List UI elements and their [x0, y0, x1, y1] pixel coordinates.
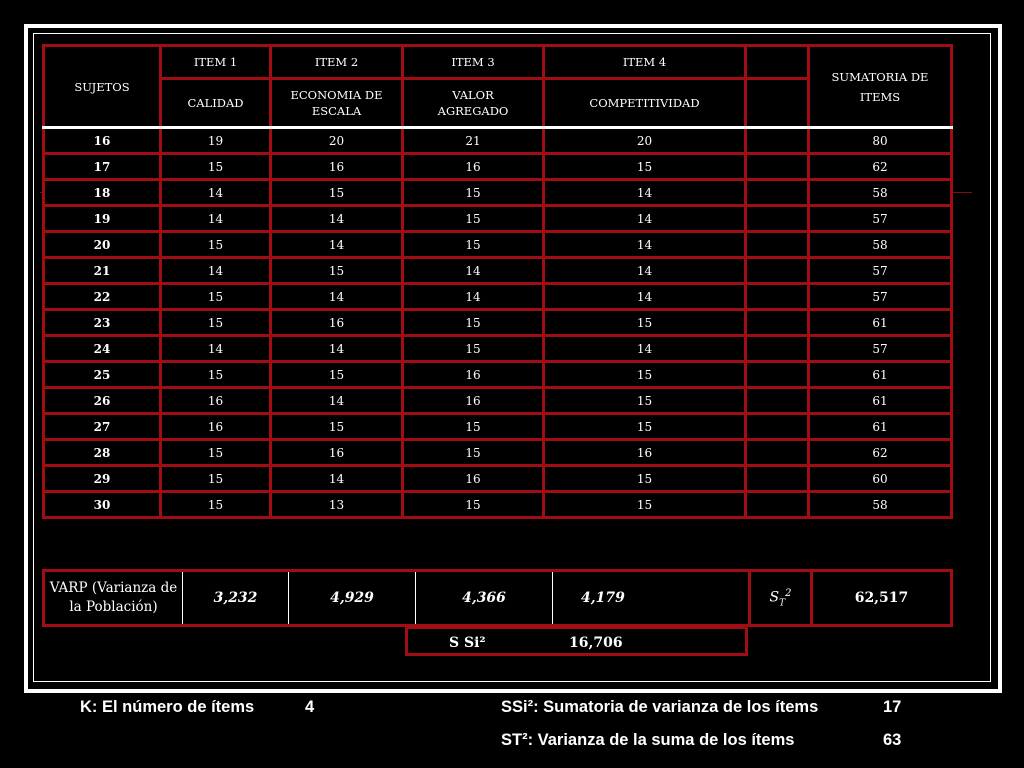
scores-table: [42, 44, 953, 519]
table-row: [44, 362, 952, 388]
score-cell: 13: [271, 492, 403, 518]
table-row: [44, 414, 952, 440]
score-cell: 15: [271, 180, 403, 206]
sum-cell: 58: [809, 232, 952, 258]
item-header: ITEM 4: [544, 46, 746, 79]
subitem-header: CALIDAD: [161, 79, 271, 128]
variance-total: 62,517: [812, 571, 952, 626]
sum-cell: 58: [809, 492, 952, 518]
table-row: [44, 440, 952, 466]
score-cell: 14: [544, 206, 746, 232]
variance-row: [42, 569, 953, 627]
score-cell: 21: [403, 128, 544, 154]
header-row-items: [44, 46, 952, 79]
subject-cell: 30: [44, 492, 161, 518]
score-cell: 15: [403, 206, 544, 232]
table-row: [44, 128, 952, 154]
empty-cell: [746, 128, 809, 154]
subject-cell: 16: [44, 128, 161, 154]
score-cell: 16: [271, 154, 403, 180]
sum-header: SUMATORIA DE ITEMS: [809, 46, 952, 128]
score-cell: 15: [544, 414, 746, 440]
score-cell: 15: [544, 362, 746, 388]
score-cell: 14: [271, 336, 403, 362]
item-header: ITEM 1: [161, 46, 271, 79]
score-cell: 15: [271, 258, 403, 284]
sum-cell: 58: [809, 180, 952, 206]
ssi-footer-value: 17: [883, 698, 902, 716]
score-cell: 15: [161, 284, 271, 310]
empty-cell: [746, 388, 809, 414]
score-cell: 15: [544, 492, 746, 518]
st-symbol-sup: 2: [785, 587, 792, 599]
st-footer-label: ST²: Varianza de la suma de los ítems: [501, 731, 795, 749]
empty-header-cell: [746, 79, 809, 128]
sum-cell: 57: [809, 336, 952, 362]
score-cell: 15: [544, 388, 746, 414]
empty-cell: [746, 180, 809, 206]
sum-cell: 61: [809, 310, 952, 336]
score-cell: 14: [403, 258, 544, 284]
subject-cell: 28: [44, 440, 161, 466]
table-row: [44, 492, 952, 518]
score-cell: 16: [403, 154, 544, 180]
sum-cell: 61: [809, 388, 952, 414]
score-cell: 14: [271, 206, 403, 232]
item-header: ITEM 3: [403, 46, 544, 79]
score-cell: 14: [544, 258, 746, 284]
score-cell: 15: [161, 232, 271, 258]
table-row: [44, 180, 952, 206]
item-header: ITEM 2: [271, 46, 403, 79]
variance-label: VARP (Varianza de la Población): [44, 571, 183, 626]
score-cell: 14: [161, 258, 271, 284]
score-cell: 15: [403, 336, 544, 362]
empty-cell: [746, 154, 809, 180]
empty-cell: [746, 414, 809, 440]
subject-cell: 26: [44, 388, 161, 414]
score-cell: 14: [271, 232, 403, 258]
sum-cell: 62: [809, 154, 952, 180]
ssi-footer-label: SSi²: Sumatoria de varianza de los ítems: [501, 698, 819, 716]
table-row: [44, 336, 952, 362]
score-cell: 15: [403, 232, 544, 258]
variance-value: 4,179: [553, 571, 750, 626]
subject-cell: 23: [44, 310, 161, 336]
score-cell: 15: [403, 310, 544, 336]
empty-cell: [746, 336, 809, 362]
score-cell: 14: [271, 284, 403, 310]
empty-cell: [746, 206, 809, 232]
ssi-box: [405, 626, 748, 656]
ssi-value: 16,706: [569, 635, 623, 651]
variance-value: 4,929: [289, 571, 416, 626]
empty-cell: [746, 440, 809, 466]
score-cell: 14: [544, 284, 746, 310]
subject-cell: 22: [44, 284, 161, 310]
subject-cell: 21: [44, 258, 161, 284]
score-cell: 15: [403, 440, 544, 466]
score-cell: 14: [271, 466, 403, 492]
table-row: [44, 310, 952, 336]
subject-cell: 29: [44, 466, 161, 492]
table-row: [44, 154, 952, 180]
subject-cell: 19: [44, 206, 161, 232]
score-cell: 15: [544, 310, 746, 336]
score-cell: 16: [161, 388, 271, 414]
sum-cell: 60: [809, 466, 952, 492]
empty-cell: [746, 232, 809, 258]
subject-cell: 17: [44, 154, 161, 180]
score-cell: 16: [403, 362, 544, 388]
st-symbol-sub: T: [779, 598, 786, 609]
ssi-label: S Si²: [449, 635, 486, 651]
score-cell: 15: [161, 466, 271, 492]
sum-cell: 61: [809, 362, 952, 388]
score-cell: 16: [403, 388, 544, 414]
sum-cell: 57: [809, 206, 952, 232]
empty-cell: [746, 284, 809, 310]
score-cell: 15: [161, 154, 271, 180]
empty-header-cell: [746, 46, 809, 79]
score-cell: 15: [403, 492, 544, 518]
k-label: K: El número de ítems: [80, 698, 255, 716]
table-row: [44, 388, 952, 414]
subject-cell: 27: [44, 414, 161, 440]
subject-cell: 24: [44, 336, 161, 362]
empty-cell: [746, 258, 809, 284]
score-cell: 15: [403, 180, 544, 206]
table-row: [44, 206, 952, 232]
subject-cell: 20: [44, 232, 161, 258]
score-cell: 14: [161, 336, 271, 362]
score-cell: 20: [271, 128, 403, 154]
table-row: [44, 284, 952, 310]
score-cell: 14: [271, 388, 403, 414]
subitem-header: VALOR AGREGADO: [403, 79, 544, 128]
empty-cell: [746, 310, 809, 336]
table-row: [44, 258, 952, 284]
score-cell: 16: [271, 440, 403, 466]
sum-cell: 62: [809, 440, 952, 466]
score-cell: 15: [271, 362, 403, 388]
subject-cell: 18: [44, 180, 161, 206]
score-cell: 14: [544, 232, 746, 258]
score-cell: 14: [544, 180, 746, 206]
sum-cell: 57: [809, 284, 952, 310]
score-cell: 15: [544, 466, 746, 492]
score-cell: 15: [161, 310, 271, 336]
score-cell: 14: [161, 206, 271, 232]
empty-cell: [746, 466, 809, 492]
score-cell: 14: [403, 284, 544, 310]
score-cell: 14: [544, 336, 746, 362]
score-cell: 16: [271, 310, 403, 336]
st-symbol-letter: S: [769, 589, 780, 606]
sum-cell: 57: [809, 258, 952, 284]
score-cell: 20: [544, 128, 746, 154]
score-cell: 15: [403, 414, 544, 440]
empty-cell: [746, 362, 809, 388]
st-footer-value: 63: [883, 731, 902, 749]
empty-cell: [746, 492, 809, 518]
table-row: [44, 466, 952, 492]
variance-value: 4,366: [416, 571, 553, 626]
subject-cell: 25: [44, 362, 161, 388]
score-cell: 16: [544, 440, 746, 466]
score-cell: 16: [403, 466, 544, 492]
sum-cell: 61: [809, 414, 952, 440]
st-symbol: [750, 571, 812, 626]
subjects-header: SUJETOS: [44, 46, 161, 128]
score-cell: 16: [161, 414, 271, 440]
score-cell: 15: [271, 414, 403, 440]
score-cell: 15: [161, 492, 271, 518]
variance-value: 3,232: [183, 571, 289, 626]
k-value: 4: [305, 698, 315, 716]
sum-cell: 80: [809, 128, 952, 154]
score-cell: 19: [161, 128, 271, 154]
table-row: [44, 232, 952, 258]
score-cell: 15: [544, 154, 746, 180]
subitem-header: ECONOMIA DE ESCALA: [271, 79, 403, 128]
score-cell: 15: [161, 362, 271, 388]
subitem-header: COMPETITIVIDAD: [544, 79, 746, 128]
score-cell: 15: [161, 440, 271, 466]
score-cell: 14: [161, 180, 271, 206]
